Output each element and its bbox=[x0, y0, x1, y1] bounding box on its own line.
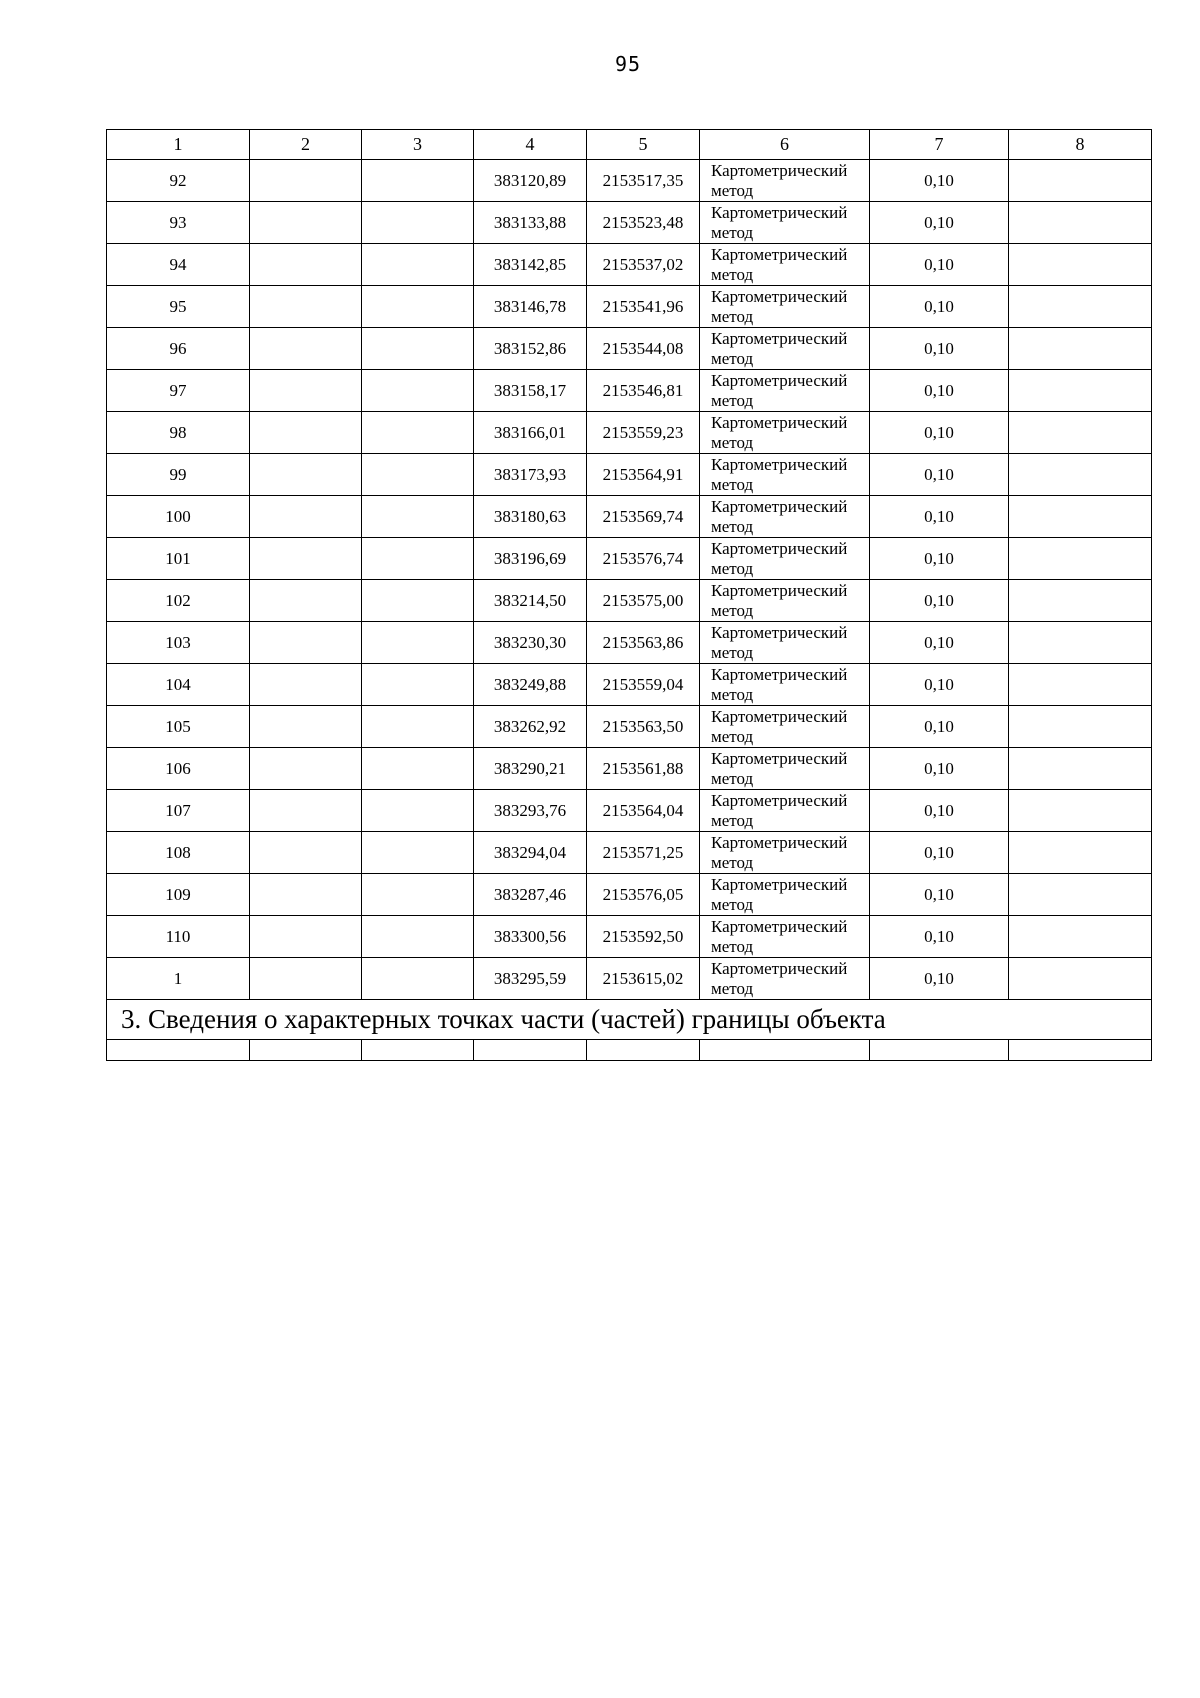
method-line-1: Картометрический bbox=[711, 748, 848, 768]
empty-cell bbox=[587, 1040, 700, 1061]
column-8-cell bbox=[1009, 832, 1152, 874]
point-number: 108 bbox=[107, 832, 250, 874]
table-row bbox=[107, 412, 1152, 454]
empty-cell bbox=[474, 1040, 587, 1061]
y-coordinate: 2153559,04 bbox=[587, 664, 700, 706]
method-line-1: Картометрический bbox=[711, 202, 848, 222]
x-coordinate: 383290,21 bbox=[474, 748, 587, 790]
table-row bbox=[107, 748, 1152, 790]
y-coordinate: 2153576,74 bbox=[587, 538, 700, 580]
column-3-cell bbox=[362, 454, 474, 496]
y-coordinate: 2153569,74 bbox=[587, 496, 700, 538]
method-cell bbox=[700, 412, 870, 454]
method-line-1: Картометрический bbox=[711, 622, 848, 642]
table-row bbox=[107, 454, 1152, 496]
column-8-cell bbox=[1009, 748, 1152, 790]
y-coordinate: 2153523,48 bbox=[587, 202, 700, 244]
column-2-cell bbox=[250, 916, 362, 958]
x-coordinate: 383120,89 bbox=[474, 160, 587, 202]
x-coordinate: 383166,01 bbox=[474, 412, 587, 454]
column-3-cell bbox=[362, 538, 474, 580]
accuracy-value: 0,10 bbox=[870, 958, 1009, 1000]
method-cell bbox=[700, 160, 870, 202]
accuracy-value: 0,10 bbox=[870, 454, 1009, 496]
method-line-1: Картометрический bbox=[711, 832, 848, 852]
column-8-cell bbox=[1009, 790, 1152, 832]
column-2-cell bbox=[250, 958, 362, 1000]
method-line-1: Картометрический bbox=[711, 958, 848, 978]
method-line-2: метод bbox=[711, 684, 754, 704]
empty-row bbox=[107, 1040, 1152, 1061]
point-number: 103 bbox=[107, 622, 250, 664]
method-line-2: метод bbox=[711, 306, 754, 326]
method-line-2: метод bbox=[711, 348, 754, 368]
x-coordinate: 383196,69 bbox=[474, 538, 587, 580]
column-2-cell bbox=[250, 202, 362, 244]
method-cell bbox=[700, 454, 870, 496]
x-coordinate: 383249,88 bbox=[474, 664, 587, 706]
table-row bbox=[107, 538, 1152, 580]
table-row bbox=[107, 160, 1152, 202]
point-number: 105 bbox=[107, 706, 250, 748]
accuracy-value: 0,10 bbox=[870, 412, 1009, 454]
table-row bbox=[107, 832, 1152, 874]
column-3-cell bbox=[362, 706, 474, 748]
y-coordinate: 2153576,05 bbox=[587, 874, 700, 916]
table-row bbox=[107, 496, 1152, 538]
method-line-1: Картометрический bbox=[711, 874, 848, 894]
column-3-cell bbox=[362, 286, 474, 328]
y-coordinate: 2153615,02 bbox=[587, 958, 700, 1000]
accuracy-value: 0,10 bbox=[870, 916, 1009, 958]
column-2-cell bbox=[250, 664, 362, 706]
table-row bbox=[107, 286, 1152, 328]
section-row bbox=[107, 1000, 1152, 1040]
method-cell bbox=[700, 916, 870, 958]
x-coordinate: 383180,63 bbox=[474, 496, 587, 538]
method-cell bbox=[700, 370, 870, 412]
column-3-cell bbox=[362, 244, 474, 286]
method-cell bbox=[700, 874, 870, 916]
column-2-cell bbox=[250, 496, 362, 538]
point-number: 92 bbox=[107, 160, 250, 202]
y-coordinate: 2153564,04 bbox=[587, 790, 700, 832]
column-3-cell bbox=[362, 580, 474, 622]
method-cell bbox=[700, 706, 870, 748]
method-line-2: метод bbox=[711, 264, 754, 284]
method-line-1: Картометрический bbox=[711, 664, 848, 684]
method-line-2: метод bbox=[711, 180, 754, 200]
accuracy-value: 0,10 bbox=[870, 706, 1009, 748]
column-8-cell bbox=[1009, 244, 1152, 286]
column-2-cell bbox=[250, 874, 362, 916]
y-coordinate: 2153561,88 bbox=[587, 748, 700, 790]
y-coordinate: 2153571,25 bbox=[587, 832, 700, 874]
column-3-cell bbox=[362, 916, 474, 958]
method-cell bbox=[700, 202, 870, 244]
method-line-1: Картометрический bbox=[711, 328, 848, 348]
column-8-cell bbox=[1009, 286, 1152, 328]
accuracy-value: 0,10 bbox=[870, 160, 1009, 202]
x-coordinate: 383262,92 bbox=[474, 706, 587, 748]
table-row bbox=[107, 706, 1152, 748]
accuracy-value: 0,10 bbox=[870, 664, 1009, 706]
method-line-1: Картометрический bbox=[711, 916, 848, 936]
column-2-cell bbox=[250, 412, 362, 454]
x-coordinate: 383294,04 bbox=[474, 832, 587, 874]
accuracy-value: 0,10 bbox=[870, 748, 1009, 790]
empty-cell bbox=[250, 1040, 362, 1061]
y-coordinate: 2153544,08 bbox=[587, 328, 700, 370]
method-cell bbox=[700, 328, 870, 370]
column-3-cell bbox=[362, 160, 474, 202]
x-coordinate: 383158,17 bbox=[474, 370, 587, 412]
empty-cell bbox=[870, 1040, 1009, 1061]
accuracy-value: 0,10 bbox=[870, 328, 1009, 370]
method-line-2: метод bbox=[711, 810, 754, 830]
method-line-2: метод bbox=[711, 558, 754, 578]
method-line-1: Картометрический bbox=[711, 286, 848, 306]
accuracy-value: 0,10 bbox=[870, 874, 1009, 916]
column-8-cell bbox=[1009, 202, 1152, 244]
column-8-cell bbox=[1009, 412, 1152, 454]
x-coordinate: 383230,30 bbox=[474, 622, 587, 664]
column-8-cell bbox=[1009, 370, 1152, 412]
method-line-2: метод bbox=[711, 768, 754, 788]
header-cell: 6 bbox=[700, 130, 870, 160]
accuracy-value: 0,10 bbox=[870, 832, 1009, 874]
column-2-cell bbox=[250, 538, 362, 580]
column-8-cell bbox=[1009, 664, 1152, 706]
table-row bbox=[107, 916, 1152, 958]
method-line-1: Картометрический bbox=[711, 790, 848, 810]
column-8-cell bbox=[1009, 454, 1152, 496]
column-2-cell bbox=[250, 160, 362, 202]
empty-cell bbox=[362, 1040, 474, 1061]
accuracy-value: 0,10 bbox=[870, 622, 1009, 664]
y-coordinate: 2153541,96 bbox=[587, 286, 700, 328]
column-3-cell bbox=[362, 790, 474, 832]
method-line-2: метод bbox=[711, 726, 754, 746]
method-line-1: Картометрический bbox=[711, 412, 848, 432]
point-number: 100 bbox=[107, 496, 250, 538]
table-row bbox=[107, 370, 1152, 412]
y-coordinate: 2153592,50 bbox=[587, 916, 700, 958]
method-line-1: Картометрический bbox=[711, 496, 848, 516]
empty-cell bbox=[700, 1040, 870, 1061]
method-line-2: метод bbox=[711, 894, 754, 914]
x-coordinate: 383300,56 bbox=[474, 916, 587, 958]
column-3-cell bbox=[362, 328, 474, 370]
x-coordinate: 383173,93 bbox=[474, 454, 587, 496]
y-coordinate: 2153564,91 bbox=[587, 454, 700, 496]
x-coordinate: 383133,88 bbox=[474, 202, 587, 244]
column-3-cell bbox=[362, 958, 474, 1000]
method-line-2: метод bbox=[711, 390, 754, 410]
method-line-2: метод bbox=[711, 936, 754, 956]
point-number: 110 bbox=[107, 916, 250, 958]
header-cell: 3 bbox=[362, 130, 474, 160]
header-cell: 4 bbox=[474, 130, 587, 160]
y-coordinate: 2153575,00 bbox=[587, 580, 700, 622]
empty-cell bbox=[107, 1040, 250, 1061]
method-line-1: Картометрический bbox=[711, 580, 848, 600]
x-coordinate: 383152,86 bbox=[474, 328, 587, 370]
table-row bbox=[107, 202, 1152, 244]
table-row bbox=[107, 244, 1152, 286]
method-line-1: Картометрический bbox=[711, 244, 848, 264]
column-2-cell bbox=[250, 832, 362, 874]
y-coordinate: 2153559,23 bbox=[587, 412, 700, 454]
column-8-cell bbox=[1009, 916, 1152, 958]
table-row bbox=[107, 874, 1152, 916]
column-3-cell bbox=[362, 496, 474, 538]
column-2-cell bbox=[250, 622, 362, 664]
header-cell: 2 bbox=[250, 130, 362, 160]
header-cell: 7 bbox=[870, 130, 1009, 160]
y-coordinate: 2153546,81 bbox=[587, 370, 700, 412]
table-row bbox=[107, 958, 1152, 1000]
column-3-cell bbox=[362, 412, 474, 454]
point-number: 1 bbox=[107, 958, 250, 1000]
method-line-2: метод bbox=[711, 222, 754, 242]
point-number: 96 bbox=[107, 328, 250, 370]
column-3-cell bbox=[362, 370, 474, 412]
method-cell bbox=[700, 580, 870, 622]
empty-cell bbox=[1009, 1040, 1152, 1061]
y-coordinate: 2153517,35 bbox=[587, 160, 700, 202]
accuracy-value: 0,10 bbox=[870, 580, 1009, 622]
point-number: 107 bbox=[107, 790, 250, 832]
accuracy-value: 0,10 bbox=[870, 790, 1009, 832]
accuracy-value: 0,10 bbox=[870, 496, 1009, 538]
method-cell bbox=[700, 286, 870, 328]
section-title: 3. Сведения о характерных точках части (частей) границы объекта bbox=[107, 1000, 1152, 1040]
point-number: 98 bbox=[107, 412, 250, 454]
column-2-cell bbox=[250, 328, 362, 370]
x-coordinate: 383142,85 bbox=[474, 244, 587, 286]
column-8-cell bbox=[1009, 958, 1152, 1000]
table-row bbox=[107, 580, 1152, 622]
method-line-2: метод bbox=[711, 600, 754, 620]
column-8-cell bbox=[1009, 580, 1152, 622]
point-number: 94 bbox=[107, 244, 250, 286]
x-coordinate: 383146,78 bbox=[474, 286, 587, 328]
point-number: 95 bbox=[107, 286, 250, 328]
method-line-1: Картометрический bbox=[711, 538, 848, 558]
column-8-cell bbox=[1009, 538, 1152, 580]
column-3-cell bbox=[362, 202, 474, 244]
header-cell: 8 bbox=[1009, 130, 1152, 160]
method-line-1: Картометрический bbox=[711, 706, 848, 726]
column-8-cell bbox=[1009, 328, 1152, 370]
method-line-2: метод bbox=[711, 642, 754, 662]
method-cell bbox=[700, 622, 870, 664]
point-number: 93 bbox=[107, 202, 250, 244]
column-3-cell bbox=[362, 664, 474, 706]
x-coordinate: 383214,50 bbox=[474, 580, 587, 622]
method-cell bbox=[700, 958, 870, 1000]
column-8-cell bbox=[1009, 160, 1152, 202]
x-coordinate: 383295,59 bbox=[474, 958, 587, 1000]
accuracy-value: 0,10 bbox=[870, 370, 1009, 412]
column-8-cell bbox=[1009, 496, 1152, 538]
method-line-2: метод bbox=[711, 474, 754, 494]
x-coordinate: 383287,46 bbox=[474, 874, 587, 916]
table-row bbox=[107, 664, 1152, 706]
table-row bbox=[107, 622, 1152, 664]
method-line-2: метод bbox=[711, 432, 754, 452]
point-number: 104 bbox=[107, 664, 250, 706]
method-line-2: метод bbox=[711, 852, 754, 872]
method-cell bbox=[700, 244, 870, 286]
method-cell bbox=[700, 832, 870, 874]
y-coordinate: 2153563,86 bbox=[587, 622, 700, 664]
y-coordinate: 2153563,50 bbox=[587, 706, 700, 748]
column-3-cell bbox=[362, 622, 474, 664]
point-number: 109 bbox=[107, 874, 250, 916]
table-row bbox=[107, 790, 1152, 832]
method-line-2: метод bbox=[711, 978, 754, 998]
column-8-cell bbox=[1009, 622, 1152, 664]
method-line-1: Картометрический bbox=[711, 454, 848, 474]
column-2-cell bbox=[250, 580, 362, 622]
method-line-1: Картометрический bbox=[711, 160, 848, 180]
accuracy-value: 0,10 bbox=[870, 202, 1009, 244]
method-line-2: метод bbox=[711, 516, 754, 536]
method-cell bbox=[700, 748, 870, 790]
accuracy-value: 0,10 bbox=[870, 244, 1009, 286]
column-3-cell bbox=[362, 832, 474, 874]
column-2-cell bbox=[250, 790, 362, 832]
accuracy-value: 0,10 bbox=[870, 286, 1009, 328]
method-cell bbox=[700, 538, 870, 580]
column-2-cell bbox=[250, 706, 362, 748]
column-8-cell bbox=[1009, 706, 1152, 748]
method-line-1: Картометрический bbox=[711, 370, 848, 390]
column-8-cell bbox=[1009, 874, 1152, 916]
header-cell: 5 bbox=[587, 130, 700, 160]
method-cell bbox=[700, 664, 870, 706]
coordinates-table bbox=[106, 129, 1152, 1061]
header-row bbox=[107, 130, 1152, 160]
method-cell bbox=[700, 496, 870, 538]
accuracy-value: 0,10 bbox=[870, 538, 1009, 580]
y-coordinate: 2153537,02 bbox=[587, 244, 700, 286]
column-2-cell bbox=[250, 748, 362, 790]
column-3-cell bbox=[362, 748, 474, 790]
point-number: 99 bbox=[107, 454, 250, 496]
point-number: 101 bbox=[107, 538, 250, 580]
header-cell: 1 bbox=[107, 130, 250, 160]
column-2-cell bbox=[250, 244, 362, 286]
column-2-cell bbox=[250, 286, 362, 328]
point-number: 106 bbox=[107, 748, 250, 790]
x-coordinate: 383293,76 bbox=[474, 790, 587, 832]
point-number: 102 bbox=[107, 580, 250, 622]
page-number: 95 bbox=[614, 52, 642, 76]
column-3-cell bbox=[362, 874, 474, 916]
point-number: 97 bbox=[107, 370, 250, 412]
column-2-cell bbox=[250, 454, 362, 496]
column-2-cell bbox=[250, 370, 362, 412]
method-cell bbox=[700, 790, 870, 832]
table-row bbox=[107, 328, 1152, 370]
